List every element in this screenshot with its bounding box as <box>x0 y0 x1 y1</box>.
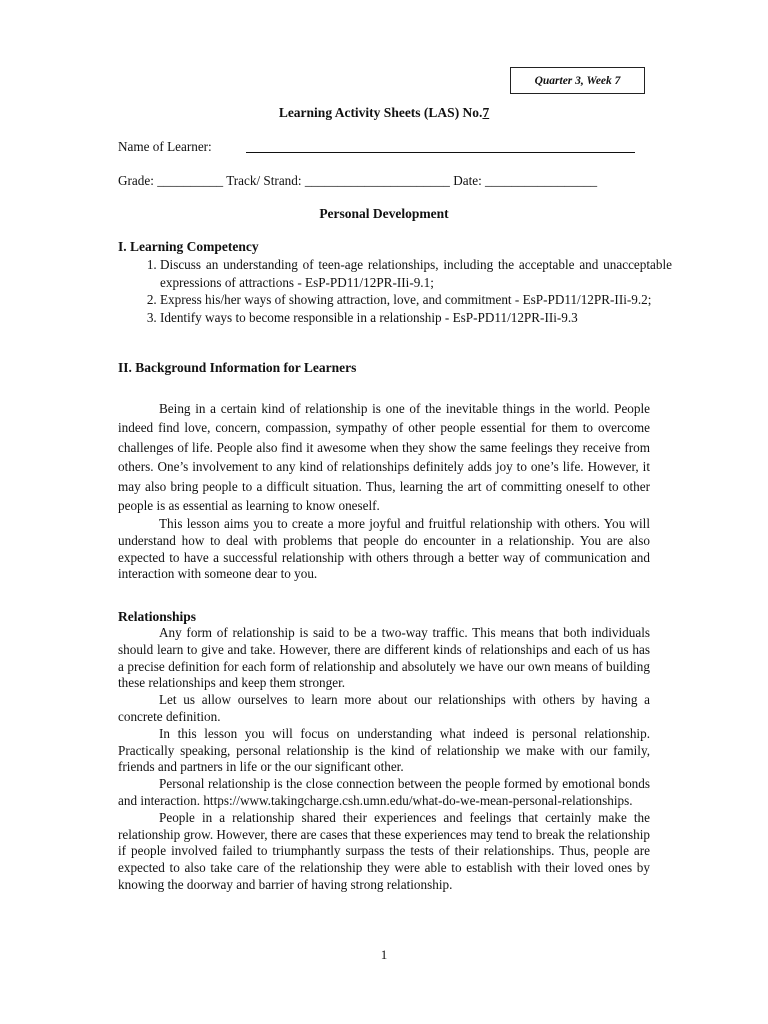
grade-blank: __________ <box>157 173 224 188</box>
name-of-learner-line <box>246 152 635 153</box>
relationships-paragraph: Personal relationship is the close connection between the people formed by emotional bonds and interaction. https://www.takingcharge.csh.umn.edu/what-do-we-mean-personal-relationships. <box>118 776 650 808</box>
subject-title: Personal Development <box>319 206 449 221</box>
learning-competency-heading: I. Learning Competency <box>118 239 259 254</box>
page-number: 1 <box>380 947 388 962</box>
grade-track-date-row <box>118 173 597 189</box>
relationships-heading: Relationships <box>118 609 197 624</box>
relationships-paragraph: Let us allow ourselves to learn more about our relationships with others by having a concrete definition. <box>118 692 650 724</box>
competency-item: 2. Express his/her ways of showing attraction, love, and commitment - EsP-PD11/12PR-IIi-9.2; <box>160 291 672 309</box>
background-info-heading: II. Background Information for Learners <box>118 360 357 375</box>
document-title <box>0 105 768 121</box>
track-strand-label: Track/ Strand: <box>226 173 302 188</box>
relationships-paragraph: People in a relationship shared their experiences and feelings that certainly make the relationship grow. However, there are cases that these experiences may tend to break the relationship if people involved failed to triumphantly surpass the tests of their relationships. Thus, people are expected to also take care of the relationship they were able to establish with their loved ones by knowing the doorway and barrier of having strong relationship. <box>118 809 650 892</box>
background-paragraph-2: This lesson aims you to create a more joyful and fruitful relationship with others. You will understand how to deal with problems that people do encounter in a relationship. You are also expected to have a successful relationship with others through a better way of communication and interaction with someone dear to you. <box>118 516 650 582</box>
quarter-week-label: Quarter 3, Week 7 <box>534 74 621 87</box>
competency-item: 3. Identify ways to become responsible in a relationship - EsP-PD11/12PR-IIi-9.3 <box>160 309 672 327</box>
quarter-week-box <box>510 67 645 94</box>
relationships-body <box>118 625 650 894</box>
background-paragraph-1: Being in a certain kind of relationship is one of the inevitable things in the world. People indeed find love, concern, compassion, sympathy of other people essential for them to overcome challenges of life. People also find it awesome when they show the same feelings they receive from others. One’s involvement to any kind of relationships definitely adds joy to one’s life. However, it may also bring people to a difficult situation. Thus, learning the art of committing oneself to other people is as essential as learning to know oneself. <box>118 401 650 514</box>
competency-item: 1. Discuss an understanding of teen-age relationships, including the acceptable and unacceptable expressions of attractions - EsP-PD11/12PR-IIi-9.1; <box>160 256 672 291</box>
grade-label: Grade: <box>118 173 154 188</box>
date-label: Date: <box>453 173 482 188</box>
date-blank: _________________ <box>485 173 598 188</box>
relationships-paragraph: Any form of relationship is said to be a two-way traffic. This means that both individuals should learn to give and take. However, there are different kinds of relationships and each of us has a precise definition for each form of relationship and absolutely we have our own means of building these relationships and keep them stronger. <box>118 625 650 691</box>
title-number: 7 <box>482 105 490 120</box>
title-prefix: Learning Activity Sheets (LAS) No. <box>278 105 483 120</box>
relationships-paragraph: In this lesson you will focus on understanding what indeed is personal relationship. Practically speaking, personal relationship is the kind of relationship we make with our family, friends and partners in life or the our significant other. <box>118 725 650 775</box>
competency-list <box>138 256 672 326</box>
name-of-learner-label: Name of Learner: <box>118 139 212 154</box>
track-strand-blank: ______________________ <box>304 173 450 188</box>
